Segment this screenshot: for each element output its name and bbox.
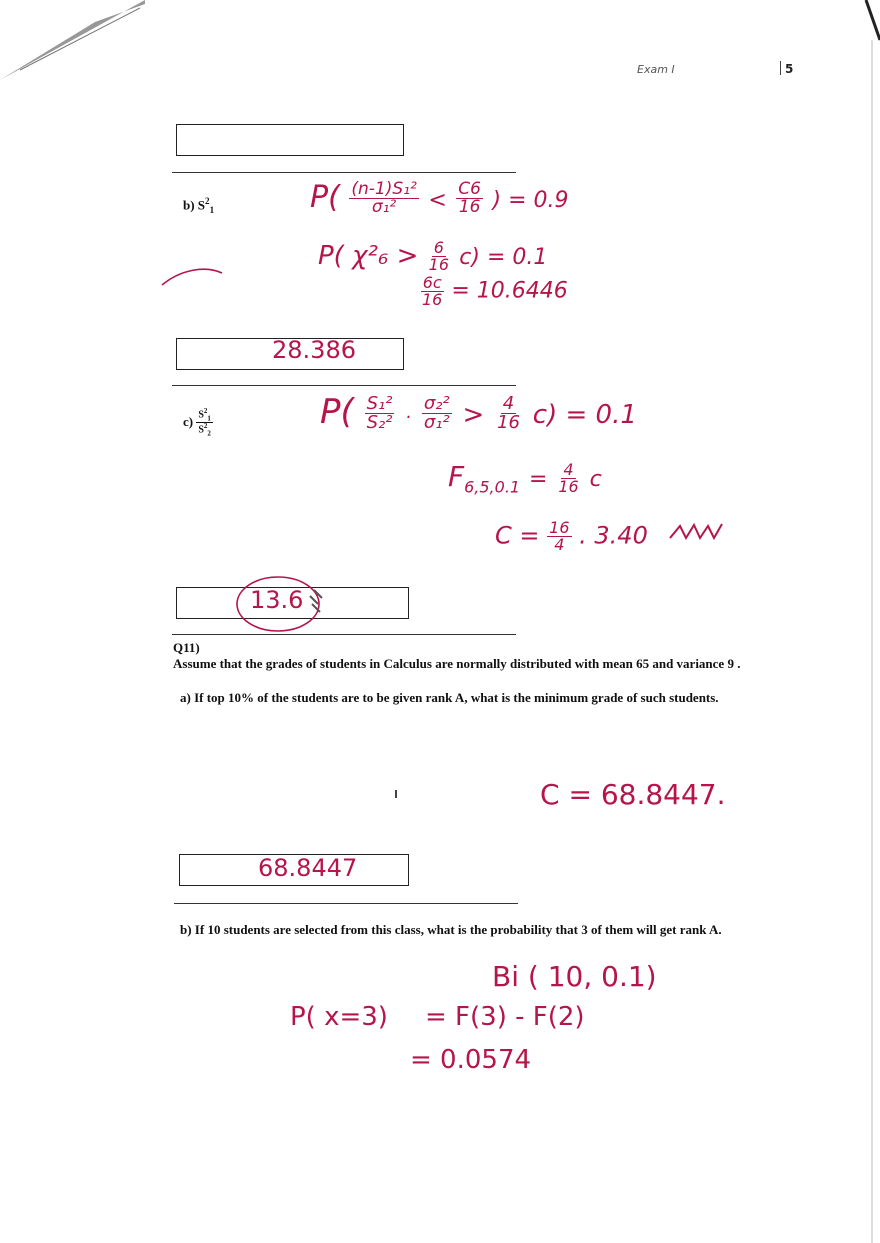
divider-rule-b bbox=[172, 385, 516, 386]
divider-rule-c bbox=[172, 634, 516, 635]
q11-a-work: C = 68.8447. bbox=[540, 778, 726, 811]
header-title: Exam I bbox=[637, 63, 675, 76]
answer-b-value: 28.386 bbox=[272, 336, 356, 364]
part-c-work-line2: $F_{6,5,0.1}$ = $\frac{4}{16}$ c bbox=[448, 459, 602, 497]
stray-dot bbox=[395, 790, 397, 798]
answer-box-empty bbox=[176, 124, 404, 156]
q11-b-question: b) If 10 students are selected from this class, what is the probability that 3 of them will get rank A. bbox=[180, 922, 722, 937]
divider-rule bbox=[172, 172, 516, 173]
stray-pen-stroke bbox=[162, 269, 222, 285]
scribble-stroke bbox=[670, 524, 722, 538]
q11-b-work-line2-rhs: = F(3) - F(2) bbox=[425, 1002, 585, 1032]
q11-b-work-line3: = 0.0574 bbox=[410, 1045, 532, 1075]
part-b-work-line1: P( $\frac{\text{(n-1)S₁²}}{\text{σ₁²}}$ < $\frac{C6}{16}$ ) = 0.9 bbox=[310, 179, 569, 217]
answer-q11a-value: 68.8447 bbox=[258, 854, 358, 882]
q11-a-question: a) If top 10% of the students are to be given rank A, what is the minimum grade of such students. bbox=[180, 690, 719, 705]
folded-corner-shadow bbox=[0, 0, 145, 80]
q11-b-work-line1: Bi ( 10, 0.1) bbox=[492, 960, 657, 993]
header-divider bbox=[780, 61, 781, 75]
q11-title: Q11) bbox=[173, 640, 200, 655]
answer-c-value: 13.6 bbox=[250, 586, 304, 614]
part-b-label: b) $S^2_1$ bbox=[183, 196, 215, 215]
right-edge-shadow bbox=[866, 0, 880, 40]
scribble-out bbox=[668, 520, 728, 546]
scan-line bbox=[20, 8, 140, 70]
part-c-work-line1: P( $\frac{\text{S₁²}}{\text{S₂²}}$ · $\frac{\text{σ₂²}}{\text{σ₁²}}$ > $\frac{4}{16}$ c) = 0.1 bbox=[320, 392, 637, 433]
part-c-work-line3: C = $\frac{16}{4}$ . 3.40 bbox=[495, 518, 648, 554]
divider-rule-q11a bbox=[174, 903, 518, 904]
part-b-work-line2: P( χ²₆ > $\frac{6}{16}$ c) = 0.1 bbox=[318, 238, 548, 274]
part-c-label: c) $\frac{S^2_1}{S^2_2}$ bbox=[183, 407, 211, 438]
q11-b-work-line2-lhs: P( x=3) bbox=[290, 1002, 388, 1032]
part-b-work-line3: $\frac{6c}{16}$ = 10.6446 bbox=[422, 273, 568, 309]
stray-mark bbox=[160, 255, 230, 295]
page-number: 5 bbox=[785, 62, 794, 76]
q11-statement: Assume that the grades of students in Calculus are normally distributed with mean 65 and variance 9 . bbox=[173, 656, 741, 671]
crossed-digits bbox=[310, 590, 322, 612]
